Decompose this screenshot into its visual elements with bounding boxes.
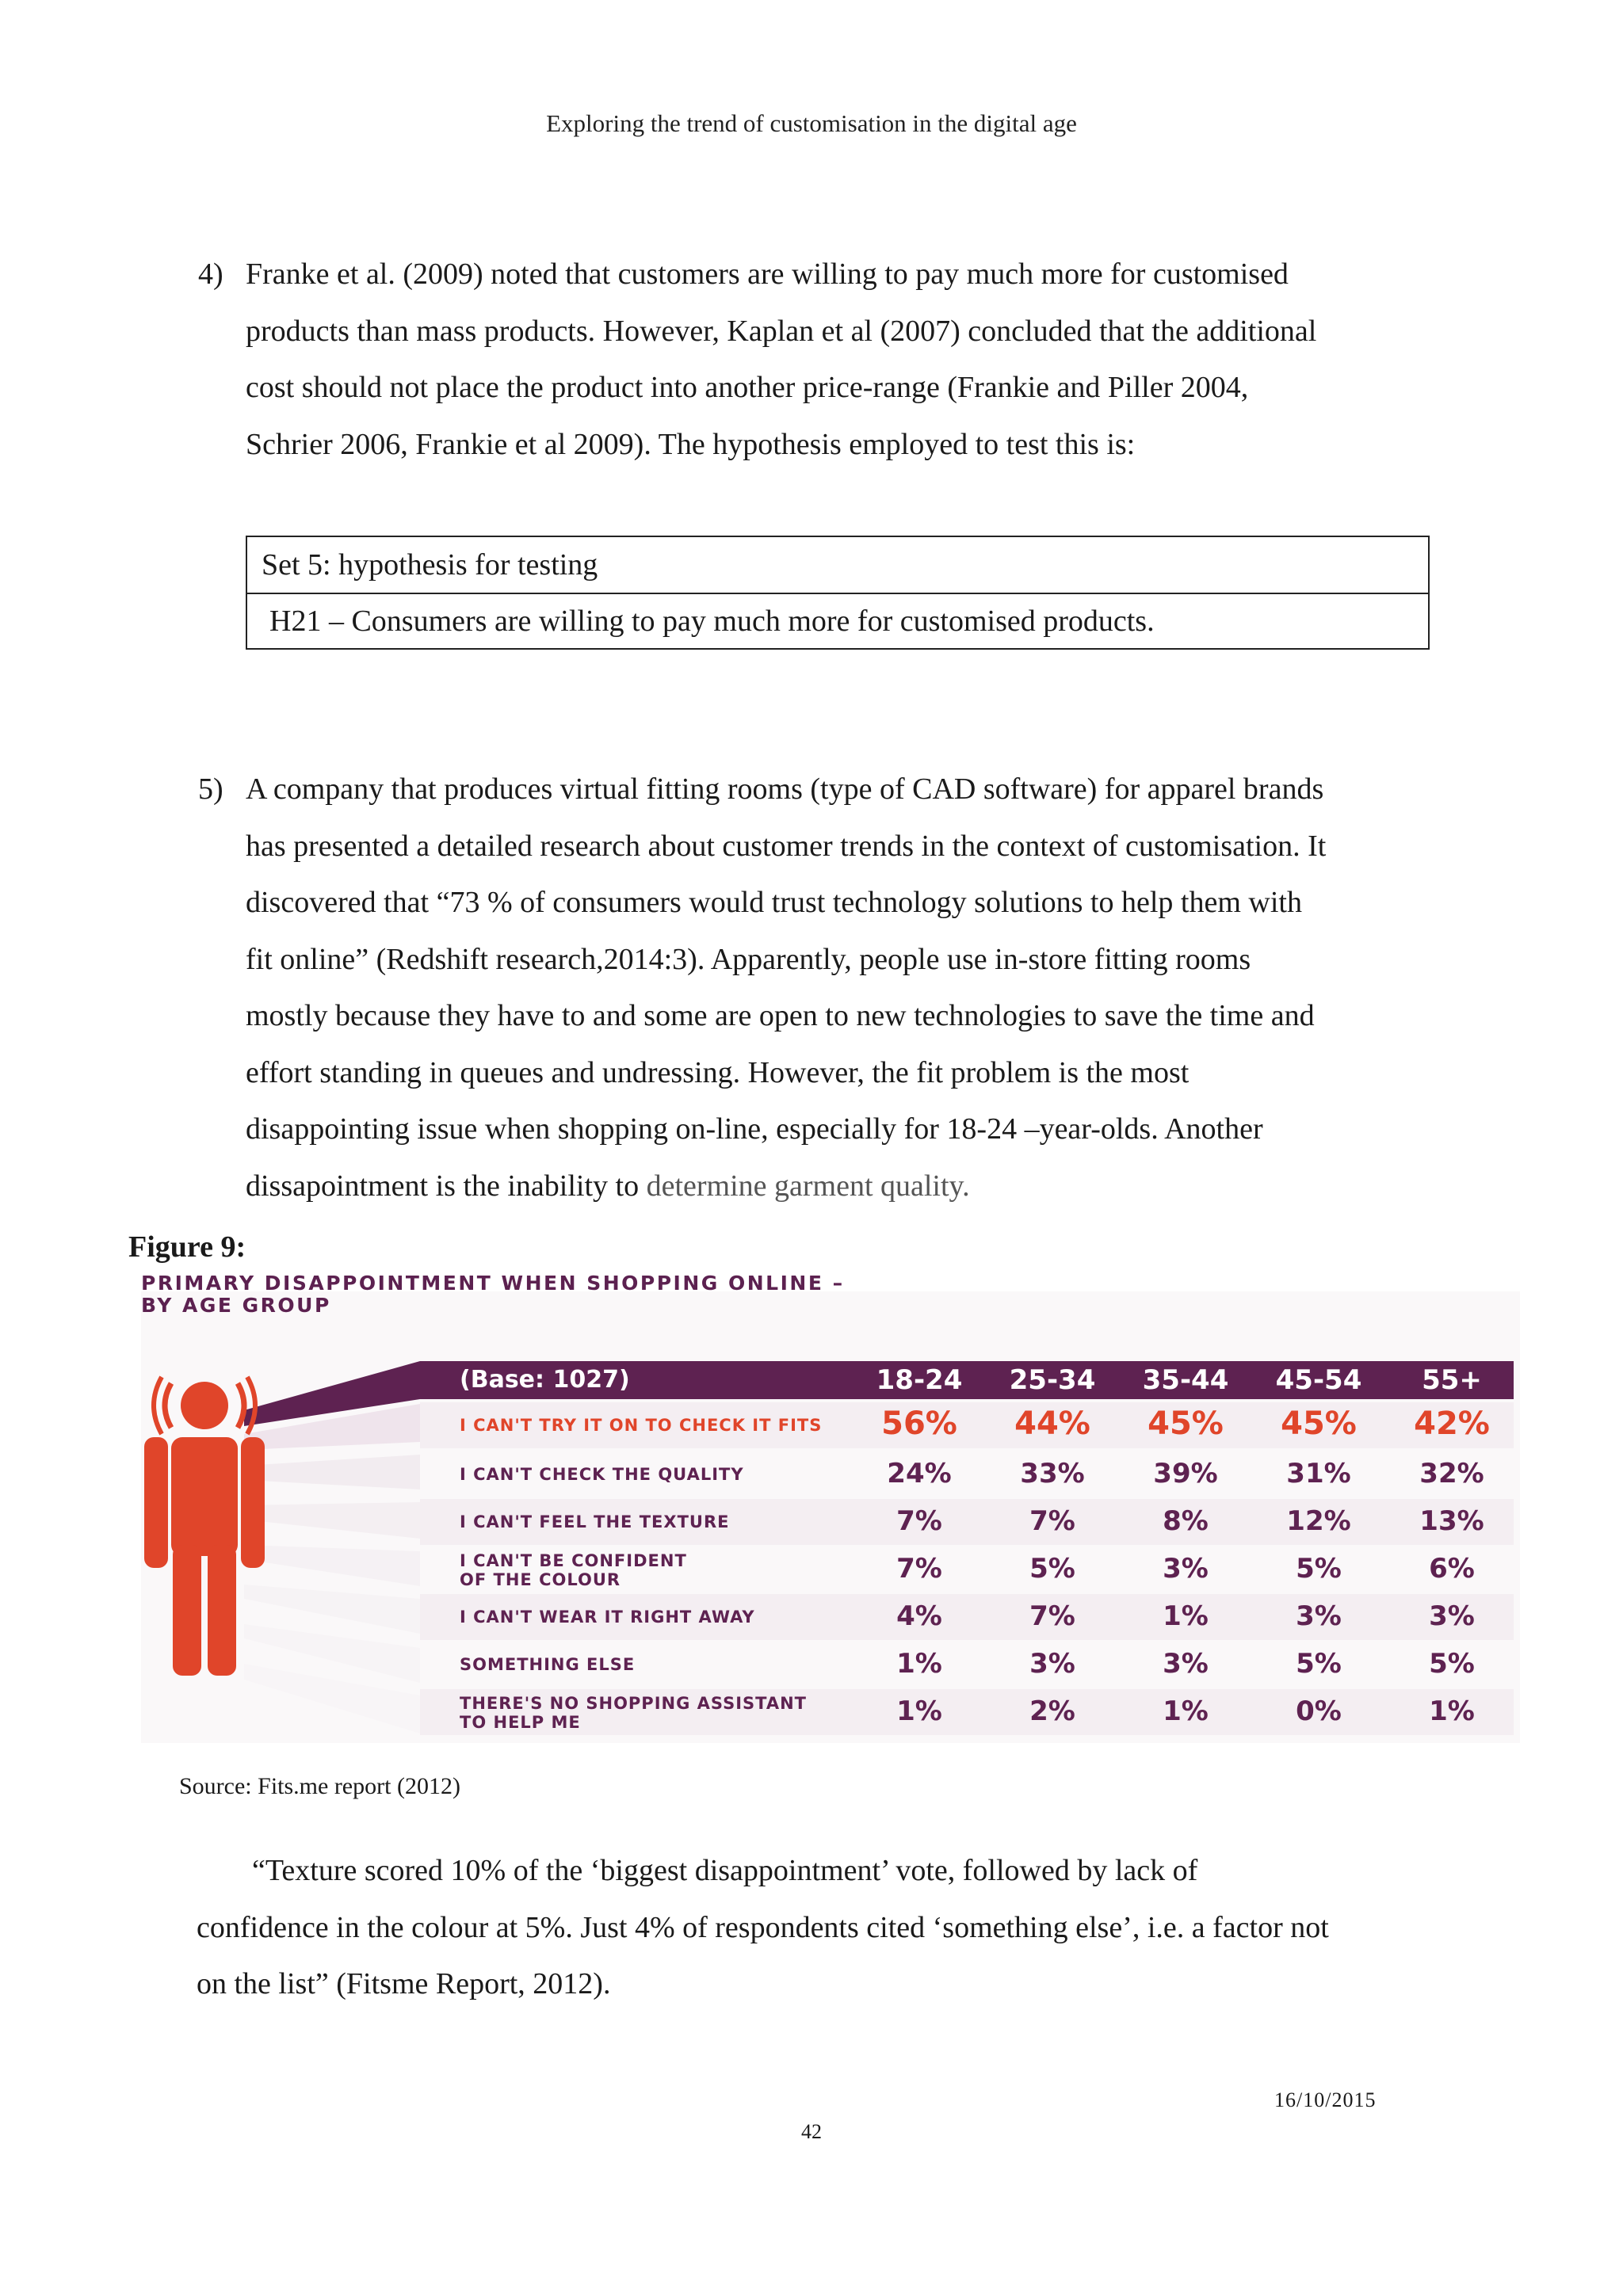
row-value: 7%	[896, 1505, 942, 1537]
row-value: 44%	[1014, 1405, 1090, 1442]
row-value: 7%	[896, 1553, 942, 1585]
row-value: 7%	[1029, 1600, 1075, 1632]
row-label-line1: I CAN'T BE CONFIDENT	[460, 1551, 687, 1570]
item-5-last-end: determine garment quality.	[646, 1169, 970, 1203]
quote-line: on the list” (Fitsme Report, 2012).	[197, 1967, 611, 2000]
hypothesis-table	[246, 536, 1430, 650]
row-value: 1%	[896, 1695, 942, 1727]
quote-paragraph	[197, 1843, 1449, 2013]
base-label: (Base: 1027)	[460, 1366, 630, 1394]
infographic-title	[141, 1272, 845, 1317]
row-value: 31%	[1286, 1458, 1351, 1489]
item-5-line: A company that produces virtual fitting rooms (type of CAD software) for apparel brands	[246, 772, 1324, 806]
beam-2	[244, 1455, 420, 1489]
row-value: 5%	[1296, 1648, 1342, 1680]
item-4-paragraph	[198, 246, 1450, 473]
row-value: 5%	[1429, 1648, 1475, 1680]
row-label: I CAN'T TRY IT ON TO CHECK IT FITS	[460, 1416, 823, 1435]
footer-date: 16/10/2015	[1274, 2088, 1377, 2111]
row-value: 3%	[1429, 1600, 1475, 1632]
page-number: 42	[801, 2120, 822, 2143]
row-value: 4%	[896, 1600, 942, 1632]
row-value: 1%	[1163, 1695, 1209, 1727]
row-label: I CAN'T WEAR IT RIGHT AWAY	[460, 1608, 755, 1627]
item-5-line: effort standing in queues and undressing. However, the fit problem is the most	[246, 1055, 1190, 1089]
item-5-line: disappointing issue when shopping on-line, especially for 18-24 –year-olds. Another	[246, 1112, 1263, 1146]
row-value: 3%	[1163, 1648, 1209, 1680]
age-header: 25-34	[1009, 1364, 1096, 1396]
row-label-line2: TO HELP ME	[460, 1713, 581, 1732]
item-5-line: mostly because they have to and some are open to new technologies to save the time and	[246, 999, 1315, 1032]
row-value: 39%	[1153, 1458, 1218, 1489]
person-icon	[141, 1371, 268, 1680]
item-5-line-last	[246, 1158, 1450, 1215]
item-4-line: products than mass products. However, Kaplan et al (2007) concluded that the additional	[246, 314, 1317, 348]
row-value: 2%	[1029, 1695, 1075, 1727]
age-header: 55+	[1422, 1364, 1482, 1396]
row-value: 3%	[1029, 1648, 1075, 1680]
item-4-line: Franke et al. (2009) noted that customers are willing to pay much more for customised	[246, 257, 1289, 291]
row-value: 1%	[1429, 1695, 1475, 1727]
item-5-line: discovered that “73 % of consumers would trust technology solutions to help them with	[246, 886, 1302, 919]
item-4-line: cost should not place the product into another price-range (Frankie and Piller 2004,	[246, 371, 1249, 404]
row-value: 6%	[1429, 1553, 1475, 1585]
row-label: I CAN'T FEEL THE TEXTURE	[460, 1512, 730, 1531]
infographic-title-line2: BY AGE GROUP	[141, 1294, 331, 1317]
figure-source: Source: Fits.me report (2012)	[179, 1773, 460, 1799]
age-header: 45-54	[1275, 1364, 1362, 1396]
item-4-line: Schrier 2006, Frankie et al 2009). The hypothesis employed to test this is:	[246, 427, 1136, 461]
row-value: 7%	[1029, 1505, 1075, 1537]
row-label: I CAN'T CHECK THE QUALITY	[460, 1465, 744, 1484]
hypothesis-heading: Set 5: hypothesis for testing	[247, 537, 1428, 594]
item-5-line: has presented a detailed research about customer trends in the context of customisation. It	[246, 829, 1327, 863]
row-value: 24%	[887, 1458, 952, 1489]
item-5-number: 5)	[198, 772, 223, 806]
row-value: 45%	[1281, 1405, 1357, 1442]
quote-line: confidence in the colour at 5%. Just 4% of respondents cited ‘something else’, i.e. a factor not	[197, 1910, 1329, 1944]
row-value: 42%	[1414, 1405, 1490, 1442]
age-header: 18-24	[876, 1364, 963, 1396]
row-value: 3%	[1163, 1553, 1209, 1585]
quote-line: “Texture scored 10% of the ‘biggest disappointment’ vote, followed by lack of	[252, 1854, 1198, 1887]
item-5-line: fit online” (Redshift research,2014:3). Apparently, people use in-store fitting rooms	[246, 942, 1251, 976]
row-value: 12%	[1286, 1505, 1351, 1537]
row-value: 5%	[1029, 1553, 1075, 1585]
row-value: 0%	[1296, 1695, 1342, 1727]
row-label-line2: OF THE COLOUR	[460, 1570, 621, 1589]
row-value: 5%	[1296, 1553, 1342, 1585]
row-value: 13%	[1419, 1505, 1484, 1537]
row-value: 45%	[1148, 1405, 1224, 1442]
row-label	[460, 1694, 807, 1732]
figure-label: Figure 9:	[128, 1230, 246, 1264]
item-5-last-start: dissapointment is the inability to	[246, 1169, 647, 1203]
row-label: SOMETHING ELSE	[460, 1655, 636, 1674]
row-value: 56%	[881, 1405, 957, 1442]
beam-3	[244, 1502, 420, 1539]
row-value: 33%	[1020, 1458, 1085, 1489]
running-header: Exploring the trend of customisation in the digital age	[546, 109, 1077, 137]
beam-5	[244, 1585, 420, 1634]
age-header: 35-44	[1142, 1364, 1229, 1396]
beam-4	[244, 1545, 420, 1586]
row-label	[460, 1551, 687, 1589]
row-value: 32%	[1419, 1458, 1484, 1489]
row-label-line1: THERE'S NO SHOPPING ASSISTANT	[460, 1694, 807, 1713]
row-value: 8%	[1163, 1505, 1209, 1537]
item-4-number: 4)	[198, 257, 223, 291]
row-value: 1%	[1163, 1600, 1209, 1632]
item-5-paragraph	[198, 761, 1450, 1215]
row-value: 1%	[896, 1648, 942, 1680]
row-value: 3%	[1296, 1600, 1342, 1632]
infographic-title-line1: PRIMARY DISAPPOINTMENT WHEN SHOPPING ONLINE –	[141, 1272, 845, 1295]
hypothesis-text: H21 – Consumers are willing to pay much more for customised products.	[269, 605, 1155, 638]
